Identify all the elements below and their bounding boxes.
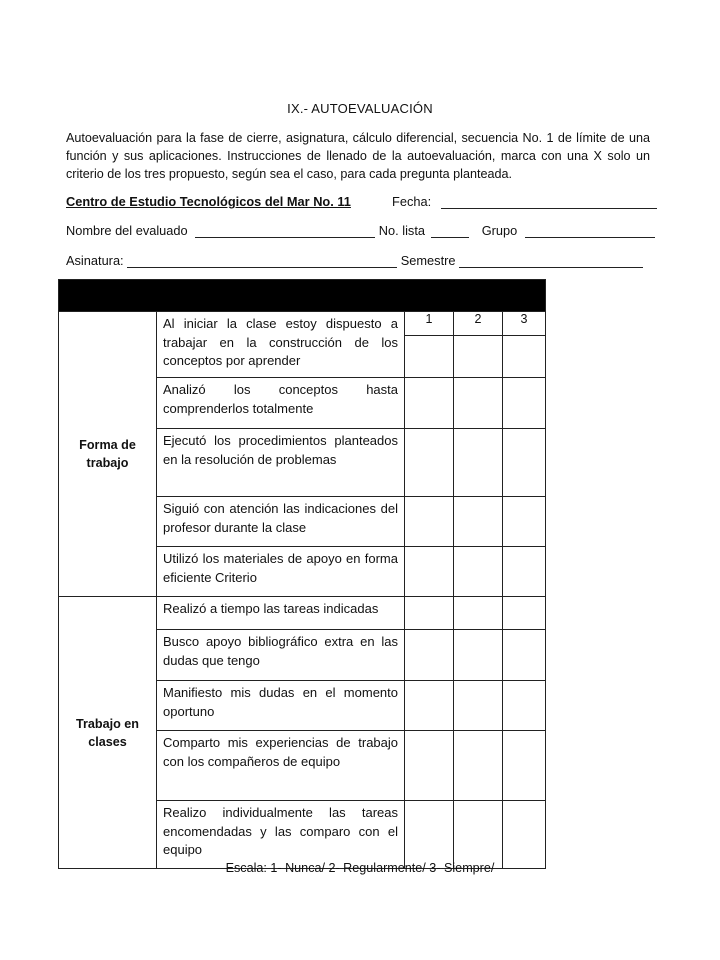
subject-row xyxy=(66,253,643,268)
criterion: Realizó a tiempo las tareas indicadas xyxy=(157,597,405,630)
date-label: Fecha: xyxy=(392,194,432,209)
score-cell[interactable] xyxy=(503,630,546,681)
group-label: Grupo xyxy=(481,223,518,238)
name-row xyxy=(66,223,655,238)
criterion: Al iniciar la clase estoy dispuesto a trabajar en la construcción de los conceptos por aprender xyxy=(157,312,405,378)
group-field[interactable] xyxy=(525,223,655,238)
score-cell[interactable] xyxy=(454,335,503,377)
criterion: Busco apoyo bibliográfico extra en las dudas que tengo xyxy=(157,630,405,681)
score-header-1: 1 xyxy=(405,312,454,336)
table-header-bar xyxy=(59,280,546,312)
subject-field[interactable] xyxy=(127,253,397,268)
page-title: IX.- AUTOEVALUACIÓN xyxy=(287,101,433,116)
score-cell[interactable] xyxy=(405,497,454,547)
list-field[interactable] xyxy=(431,223,469,238)
semester-label: Semestre xyxy=(400,253,456,268)
score-cell[interactable] xyxy=(405,630,454,681)
score-cell[interactable] xyxy=(454,547,503,597)
name-field[interactable] xyxy=(195,223,375,238)
score-cell[interactable] xyxy=(454,497,503,547)
score-cell[interactable] xyxy=(503,801,546,869)
table-row xyxy=(59,597,546,630)
score-cell[interactable] xyxy=(503,547,546,597)
score-cell[interactable] xyxy=(405,801,454,869)
score-cell[interactable] xyxy=(503,731,546,801)
semester-field[interactable] xyxy=(459,253,643,268)
scale-legend: Escala: 1- Nunca/ 2- Regularmente/ 3- Siempre/ xyxy=(225,861,495,875)
list-label: No. lista xyxy=(378,223,426,238)
score-cell[interactable] xyxy=(454,429,503,497)
score-cell[interactable] xyxy=(454,731,503,801)
score-header-2: 2 xyxy=(454,312,503,336)
school-date-row xyxy=(66,194,657,209)
score-cell[interactable] xyxy=(405,597,454,630)
category-trabajo-en-clases: Trabajo en clases xyxy=(59,597,157,869)
date-field[interactable] xyxy=(441,194,657,209)
score-cell[interactable] xyxy=(503,335,546,377)
subject-label: Asinatura: xyxy=(66,253,124,268)
name-label: Nombre del evaluado xyxy=(66,223,188,238)
score-cell[interactable] xyxy=(405,378,454,429)
score-cell[interactable] xyxy=(454,801,503,869)
category-forma-de-trabajo: Forma de trabajo xyxy=(59,312,157,597)
score-cell[interactable] xyxy=(405,547,454,597)
score-cell[interactable] xyxy=(405,429,454,497)
score-cell[interactable] xyxy=(503,378,546,429)
score-cell[interactable] xyxy=(454,681,503,731)
criterion: Realizo individualmente las tareas encomendadas y las comparo con el equipo xyxy=(157,801,405,869)
score-cell[interactable] xyxy=(405,335,454,377)
table-row xyxy=(59,312,546,336)
criterion: Ejecutó los procedimientos planteados en la resolución de problemas xyxy=(157,429,405,497)
score-cell[interactable] xyxy=(503,681,546,731)
score-cell[interactable] xyxy=(454,378,503,429)
score-cell[interactable] xyxy=(454,630,503,681)
score-cell[interactable] xyxy=(454,597,503,630)
score-cell[interactable] xyxy=(503,497,546,547)
criterion: Analizó los conceptos hasta comprenderlos totalmente xyxy=(157,378,405,429)
score-cell[interactable] xyxy=(405,681,454,731)
school-name: Centro de Estudio Tecnológicos del Mar No. 11 xyxy=(66,194,351,209)
criterion: Utilizó los materiales de apoyo en forma eficiente Criterio xyxy=(157,547,405,597)
score-cell[interactable] xyxy=(405,731,454,801)
instructions-text: Autoevaluación para la fase de cierre, asignatura, cálculo diferencial, secuencia No. 1 de límite de una función y sus aplicaciones. Instrucciones de llenado de la autoevaluación, marca con una X solo un criterio de los tres propuesto, según sea el caso, para cada pregunta planteada. xyxy=(66,131,650,181)
score-cell[interactable] xyxy=(503,429,546,497)
evaluation-table xyxy=(58,279,546,869)
criterion: Manifiesto mis dudas en el momento oportuno xyxy=(157,681,405,731)
score-cell[interactable] xyxy=(503,597,546,630)
score-header-3: 3 xyxy=(503,312,546,336)
criterion: Siguió con atención las indicaciones del profesor durante la clase xyxy=(157,497,405,547)
criterion: Comparto mis experiencias de trabajo con los compañeros de equipo xyxy=(157,731,405,801)
